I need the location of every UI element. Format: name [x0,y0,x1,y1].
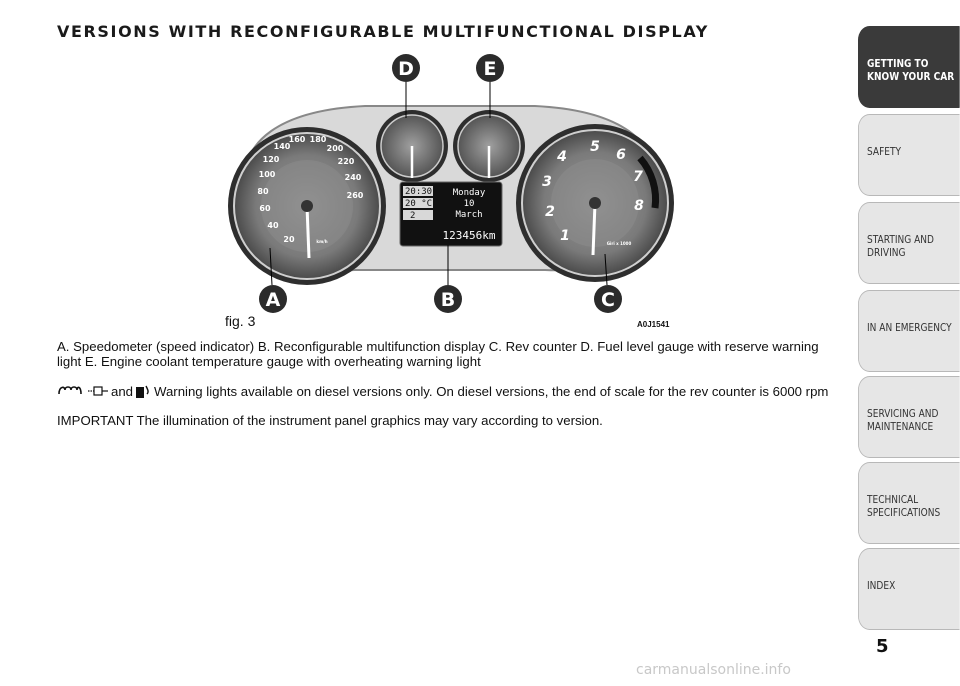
speedo-tick: 60 [259,204,271,213]
tab-getting-to-know-your-car[interactable]: GETTING TO KNOW YOUR CAR [858,26,960,108]
glow-plug-icon [57,384,83,398]
page-number: 5 [876,636,889,657]
speedo-tick: 120 [262,155,280,164]
rev-tick: 7 [633,169,643,185]
tab-starting-and-driving[interactable]: STARTING AND DRIVING [858,202,960,284]
speedo-tick: 180 [309,135,327,144]
speedo-tick: 40 [267,221,279,230]
instrument-panel-figure [225,48,675,316]
figure-code: A0J1541 [637,320,670,329]
display-day: Monday [452,188,486,198]
tab-in-an-emergency[interactable]: IN AN EMERGENCY [858,290,960,372]
display-temp: 20 °C [405,199,433,209]
diesel-note [57,383,828,399]
speedo-tick: 100 [258,170,276,179]
diesel-and: and [111,383,134,399]
rev-tick: 1 [560,228,570,244]
speedo-tick: 240 [344,173,362,182]
speedo-tick: 160 [288,135,306,144]
figure-description: A. Speedometer (speed indicator) B. Reconfigurable multifunction display C. Rev counter D. Fuel level gauge with reserve warning light E. Engine coolant temperature gauge with overheating warning light [57,339,819,369]
dpf-icon [87,384,109,398]
section-heading: VERSIONS WITH RECONFIGURABLE MULTIFUNCTIONAL DISPLAY [57,22,709,41]
rev-tick: 3 [542,174,552,190]
callout-d: D [398,58,414,80]
display-month: March [455,210,483,220]
callout-b: B [440,289,456,311]
display-date: 10 [463,199,475,209]
rev-tick: 2 [545,204,555,220]
rev-tick: 8 [634,198,644,214]
watermark: carmanualsonline.info [636,662,791,678]
speedo-unit: km/h [316,239,328,244]
tab-technical-specifications[interactable]: TECHNICAL SPECIFICATIONS [858,462,960,544]
speedo-tick: 140 [273,142,291,151]
important-note: IMPORTANT The illumination of the instrument panel graphics may vary according to version. [57,413,603,428]
speedo-tick: 260 [346,191,364,200]
callout-c: C [601,289,615,311]
rev-unit: Giri x 1000 [606,241,632,246]
tab-safety[interactable]: SAFETY [858,114,960,196]
speedo-tick: 200 [326,144,344,153]
tab-index[interactable]: INDEX [858,548,960,630]
rev-tick: 6 [616,147,626,163]
display-time: 20:30 [405,187,433,197]
speedo-tick: 80 [257,187,269,196]
tab-servicing-and-maintenance[interactable]: SERVICING AND MAINTENANCE [858,376,960,458]
instrument-panel-illustration [225,48,675,316]
diesel-note-text: Warning lights available on diesel versions only. On diesel versions, the end of scale for the rev counter is 6000 rpm [154,383,829,399]
callout-a: A [265,289,281,311]
rev-tick: 5 [590,139,600,155]
speedo-tick: 20 [283,235,295,244]
figure-caption: fig. 3 [225,313,256,329]
callout-e: E [483,58,497,80]
rev-tick: 4 [557,149,567,165]
display-odometer: 123456km [442,229,496,242]
speedo-tick: 220 [337,157,355,166]
display-gear: 2 [410,211,416,221]
water-in-fuel-icon [135,383,151,399]
